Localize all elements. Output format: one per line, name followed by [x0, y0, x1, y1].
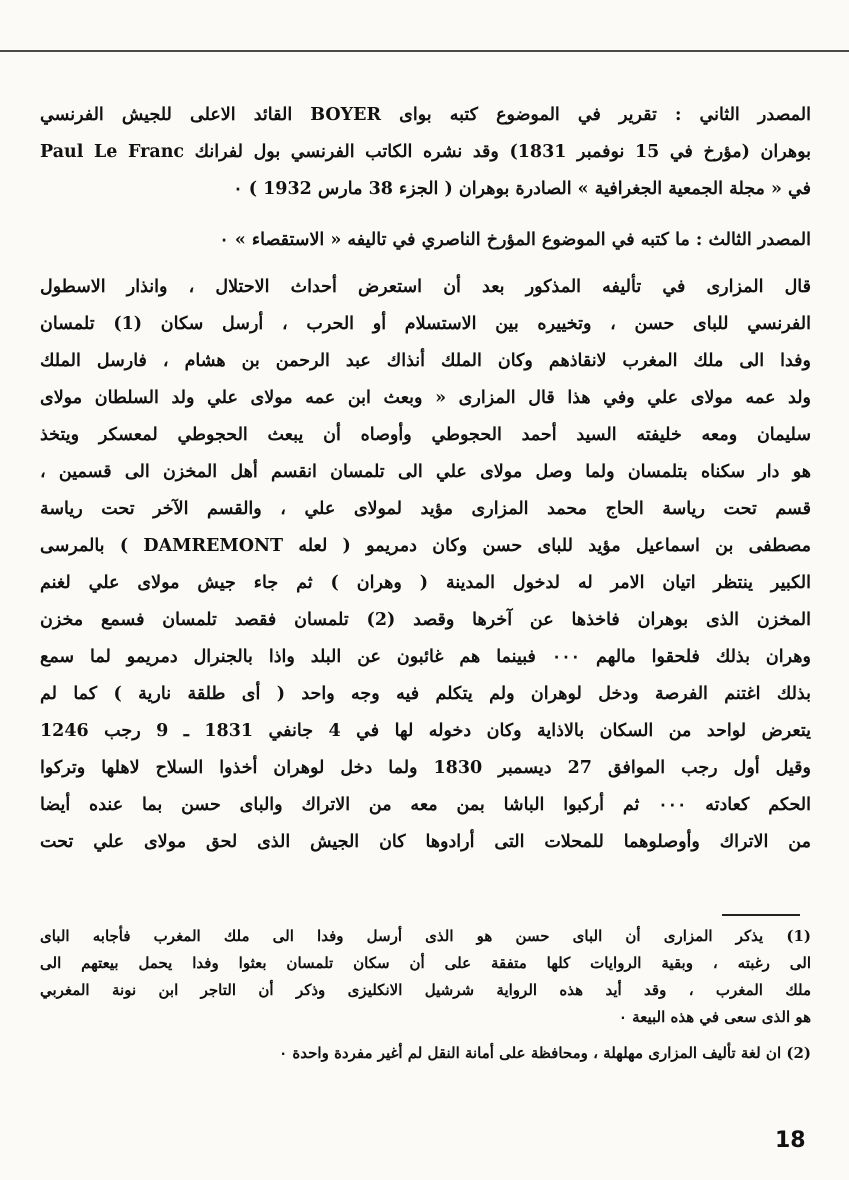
- text-line: وقيل أول رجب الموافق 27 ديسمبر 1830 ولما دخل لوهران أخذوا السلاح لاهلها وتركوا: [40, 758, 811, 778]
- text-line: سليمان ومعه خليفته السيد أحمد الحجوطي وأوصاه أن يبعث الحجوطي لمعسكر ويتخذ: [40, 425, 811, 445]
- text-line: الفرنسي للباى حسن ، وتخييره بين الاستسلام أو الحرب ، أرسل سكان (1) تلمسان: [40, 314, 811, 334]
- text-line: قال المزارى في تأليفه المذكور بعد أن استعرض أحداث الاحتلال ، وانذار الاسطول: [40, 277, 811, 297]
- footnote-line: (2) ان لغة تأليف المزارى مهلهلة ، ومحافظة على أمانة النقل لم أغير مفردة واحدة ٠: [279, 1044, 811, 1062]
- footnote-line: الى رغبته ، وبقية الروايات كلها متفقة على أن سكان تلمسان بعثوا وفدا يحمل بيعتهم الى: [40, 954, 811, 972]
- footnote-line: (1) يذكر المزارى أن الباى حسن هو الذى أرسل وفدا الى ملك المغرب فأجابه الباى: [40, 927, 811, 945]
- text-line: يتعرض لواحد من السكان بالاذاية وكان دخوله لها في 4 جانفي 1831 ـ 9 رجب 1246: [40, 721, 812, 741]
- text-line: في « مجلة الجمعية الجغرافية » الصادرة بوهران ( الجزء 38 مارس 1932 ) ٠: [233, 179, 811, 199]
- footnote-line: ملك المغرب ، وقد أيد هذه الرواية شرشيل الانكليزى وذكر أن التاجر ابن نونة المغربي: [40, 981, 811, 999]
- text-line: من الاتراك وأوصلوهما للمحلات التى أرادوها كان الجيش الذى لحق مولاى علي تحت: [40, 832, 811, 852]
- header-rule: [0, 50, 849, 52]
- text-line: قسم تحت رياسة الحاج محمد المزارى مؤيد لمولاى علي ، والقسم الآخر تحت رياسة: [40, 499, 811, 519]
- page-number: 18: [775, 1128, 806, 1153]
- text-line: بذلك اغتنم الفرصة ودخل لوهران ولم يتكلم فيه وجه واحد ( أى طلقة نارية ) كما لم: [40, 684, 811, 704]
- text-line: ولد عمه مولاى علي وفي هذا قال المزارى « وبعث ابن عمه مولاى علي ولد السلطان مولاى: [40, 388, 811, 408]
- text-line: المخزن الذى بوهران فاخذها عن آخرها وقصد (2) تلمسان فقصد تلمسان فسمع مخزن: [40, 610, 812, 630]
- text-line: الحكم كعادته ٠٠٠ ثم أركبوا الباشا بمن معه من الاتراك والباى حسن بما عنده أيضا: [40, 795, 811, 815]
- text-line: الكبير ينتظر اتيان الامر له لدخول المدينة ( وهران ) ثم جاء جيش مولاى علي لغنم: [40, 573, 811, 593]
- text-line: هو دار سكناه بتلمسان ولما وصل مولاى علي الى تلمسان انقسم أهل المخزن الى قسمين ،: [40, 462, 811, 482]
- text-line: المصدر الثاني : تقرير في الموضوع كتبه بواى BOYER القائد الاعلى للجيش الفرنسي: [40, 105, 811, 125]
- text-line: بوهران (مؤرخ في 15 نوفمبر 1831) وقد نشره الكاتب الفرنسي بول لفرانك Paul Le Franc: [40, 142, 812, 162]
- footnote-separator: [722, 914, 800, 916]
- text-line: مصطفى بن اسماعيل مؤيد للباى حسن وكان دمريمو ( لعله DAMREMONT ) بالمرسى: [40, 536, 811, 556]
- text-line: وفدا الى ملك المغرب لانقاذهم وكان الملك أنذاك عبد الرحمن بن هشام ، فارسل الملك: [40, 351, 811, 371]
- footnote-line: هو الذى سعى في هذه البيعة ٠: [618, 1008, 811, 1026]
- text-line: وهران بذلك فلحقوا مالهم ٠٠٠ فبينما هم غائبون عن البلد واذا بالجنرال دمريمو لما سمع: [40, 647, 811, 667]
- text-line: المصدر الثالث : ما كتبه في الموضوع المؤرخ الناصري في تاليفه « الاستقصاء » ٠: [219, 230, 811, 250]
